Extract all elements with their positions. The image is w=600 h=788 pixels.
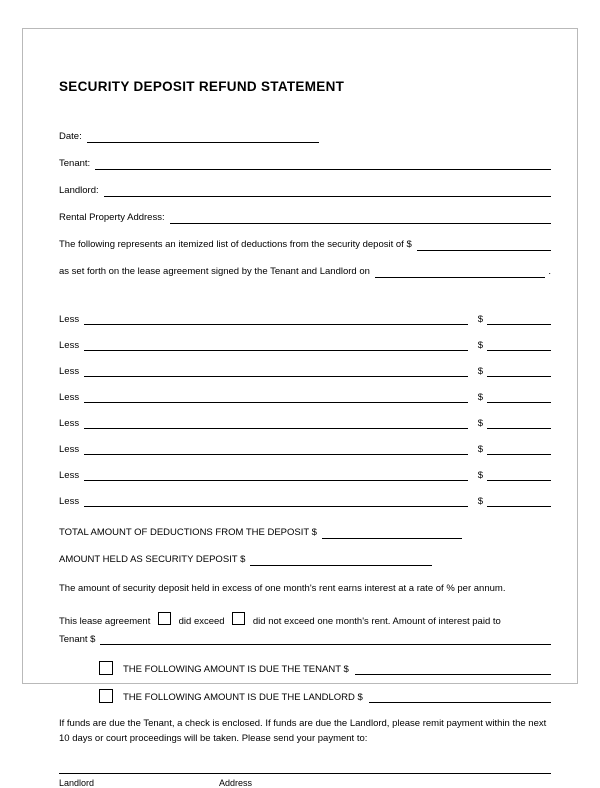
deduction-amount-input[interactable] — [487, 339, 551, 351]
currency-symbol: $ — [477, 392, 483, 404]
intro-text-2-tail: . — [548, 266, 551, 278]
currency-symbol: $ — [477, 444, 483, 456]
deduction-row — [59, 391, 551, 403]
divider-space — [59, 293, 551, 313]
form-content — [59, 79, 551, 788]
currency-symbol: $ — [477, 418, 483, 430]
tenant-interest-label: Tenant $ — [59, 634, 96, 646]
deduction-amount-input[interactable] — [487, 313, 551, 325]
did-exceed-label: did exceed — [178, 616, 225, 628]
due-tenant-checkbox[interactable] — [99, 661, 113, 675]
less-label: Less — [59, 418, 80, 430]
less-label: Less — [59, 470, 80, 482]
deduction-amount-input[interactable] — [487, 417, 551, 429]
total-deductions-input[interactable] — [322, 527, 462, 539]
rental-address-row — [59, 212, 551, 224]
lease-exceed-row — [59, 612, 551, 630]
deduction-amount-input[interactable] — [487, 391, 551, 403]
spacer — [59, 600, 551, 612]
amount-held-row — [59, 554, 551, 566]
deduction-amount-input[interactable] — [487, 443, 551, 455]
deduction-description-input[interactable] — [84, 339, 468, 351]
deduction-description-input[interactable] — [84, 391, 468, 403]
intro-text-1: The following represents an itemized list of deductions from the security deposit of $ — [59, 239, 412, 251]
date-label: Date: — [59, 131, 82, 143]
did-not-exceed-label: did not exceed — [252, 616, 315, 628]
due-landlord-checkbox[interactable] — [99, 689, 113, 703]
deduction-description-input[interactable] — [84, 365, 468, 377]
signature-labels — [59, 778, 551, 788]
currency-symbol: $ — [477, 314, 483, 326]
page-title: SECURITY DEPOSIT REFUND STATEMENT — [59, 79, 345, 94]
signature-rule[interactable] — [59, 773, 551, 774]
rental-address-input[interactable] — [170, 212, 551, 224]
currency-symbol: $ — [477, 340, 483, 352]
currency-symbol: $ — [477, 470, 483, 482]
date-input[interactable] — [87, 131, 319, 143]
due-tenant-row — [99, 661, 551, 675]
lease-text-1: This lease agreement — [59, 616, 151, 628]
amount-held-input[interactable] — [250, 554, 432, 566]
tenant-label: Tenant: — [59, 158, 91, 170]
amount-held-label: AMOUNT HELD AS SECURITY DEPOSIT $ — [59, 554, 246, 566]
interest-text-before: The amount of security deposit held in excess of one month's rent earns interest at a rate of — [59, 583, 444, 595]
deduction-amount-input[interactable] — [487, 365, 551, 377]
deductions-list — [59, 313, 551, 507]
due-tenant-amount-input[interactable] — [355, 663, 551, 675]
lease-date-input[interactable] — [375, 266, 545, 278]
currency-symbol: $ — [477, 366, 483, 378]
deduction-amount-input[interactable] — [487, 495, 551, 507]
deduction-row — [59, 495, 551, 507]
interest-rate-row — [59, 581, 551, 597]
deduction-row — [59, 443, 551, 455]
intro-line-1 — [59, 239, 551, 251]
less-label: Less — [59, 444, 80, 456]
deduction-description-input[interactable] — [84, 495, 468, 507]
less-label: Less — [59, 340, 80, 352]
signature-line — [59, 773, 551, 774]
total-deductions-label: TOTAL AMOUNT OF DEDUCTIONS FROM THE DEPOSIT $ — [59, 527, 317, 539]
landlord-row — [59, 185, 551, 197]
closing-paragraph: If funds are due the Tenant, a check is enclosed. If funds are due the Landlord, please remit payment within the next 10 days or court proceedings will be taken. Please send your payment to: — [59, 718, 547, 745]
deduction-row — [59, 313, 551, 325]
deduction-amount-input[interactable] — [487, 469, 551, 481]
rental-address-label: Rental Property Address: — [59, 212, 165, 224]
less-label: Less — [59, 314, 80, 326]
less-label: Less — [59, 392, 80, 404]
less-label: Less — [59, 496, 80, 508]
tenant-interest-row — [59, 633, 551, 645]
total-deductions-row — [59, 527, 551, 539]
deduction-description-input[interactable] — [84, 469, 468, 481]
less-label: Less — [59, 366, 80, 378]
did-not-exceed-checkbox[interactable] — [232, 612, 245, 625]
tenant-input[interactable] — [95, 158, 551, 170]
landlord-input[interactable] — [104, 185, 551, 197]
intro-text-2: as set forth on the lease agreement signed by the Tenant and Landlord on — [59, 266, 370, 278]
deduction-row — [59, 365, 551, 377]
due-landlord-amount-input[interactable] — [369, 691, 551, 703]
form-sheet — [22, 28, 578, 788]
currency-symbol: $ — [477, 496, 483, 508]
did-exceed-checkbox[interactable] — [158, 612, 171, 625]
deposit-amount-input[interactable] — [417, 239, 551, 251]
due-landlord-row — [99, 689, 551, 703]
landlord-label: Landlord: — [59, 185, 99, 197]
due-landlord-label: THE FOLLOWING AMOUNT IS DUE THE LANDLORD $ — [123, 692, 363, 704]
tenant-row — [59, 158, 551, 170]
signature-landlord-label: Landlord — [59, 777, 95, 788]
signature-address-label: Address — [219, 777, 253, 788]
interest-text-after: % per annum. — [446, 583, 506, 595]
deduction-row — [59, 417, 551, 429]
date-row — [59, 131, 551, 143]
deduction-description-input[interactable] — [84, 443, 468, 455]
deduction-row — [59, 469, 551, 481]
deduction-description-input[interactable] — [84, 417, 468, 429]
tenant-interest-input[interactable] — [100, 633, 551, 645]
deduction-row — [59, 339, 551, 351]
intro-line-2 — [59, 266, 551, 278]
deduction-description-input[interactable] — [84, 313, 468, 325]
due-tenant-label: THE FOLLOWING AMOUNT IS DUE THE TENANT $ — [123, 664, 349, 676]
lease-text-2: one month's rent. Amount of interest paid to — [317, 616, 501, 628]
